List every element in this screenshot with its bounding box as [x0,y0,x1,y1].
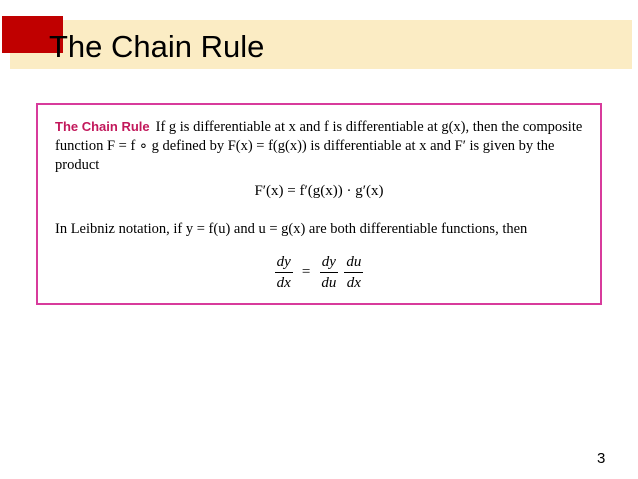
theorem-label: The Chain Rule [55,119,150,134]
fraction-denominator: dx [346,275,361,291]
fraction-numerator: dy [275,253,293,273]
chain-rule-formula: F′(x) = f′(g(x)) · g′(x) [254,183,384,199]
fraction-du-dx [344,253,363,292]
leibniz-formula [38,253,600,292]
fraction-dy-dx [275,253,293,292]
fraction-numerator: du [344,253,363,273]
fraction-dy-du [319,253,338,292]
theorem-box [36,103,602,305]
slide-title: The Chain Rule [49,29,265,64]
fraction-numerator: dy [320,253,338,273]
theorem-statement-block [55,117,585,175]
theorem-statement: If g is differentiable at x and f is differentiable at g(x), then the composite function F = f ∘ g defined by F(x) = f(g(x)) is differentiable at x and F′ is given by the product [55,119,583,173]
page-number: 3 [597,450,606,467]
fraction-denominator: du [321,275,337,291]
fraction-denominator: dx [276,275,291,291]
leibniz-statement: In Leibniz notation, if y = f(u) and u = g(x) are both differentiable functions, then [55,221,528,237]
equals-sign: = [301,264,311,280]
